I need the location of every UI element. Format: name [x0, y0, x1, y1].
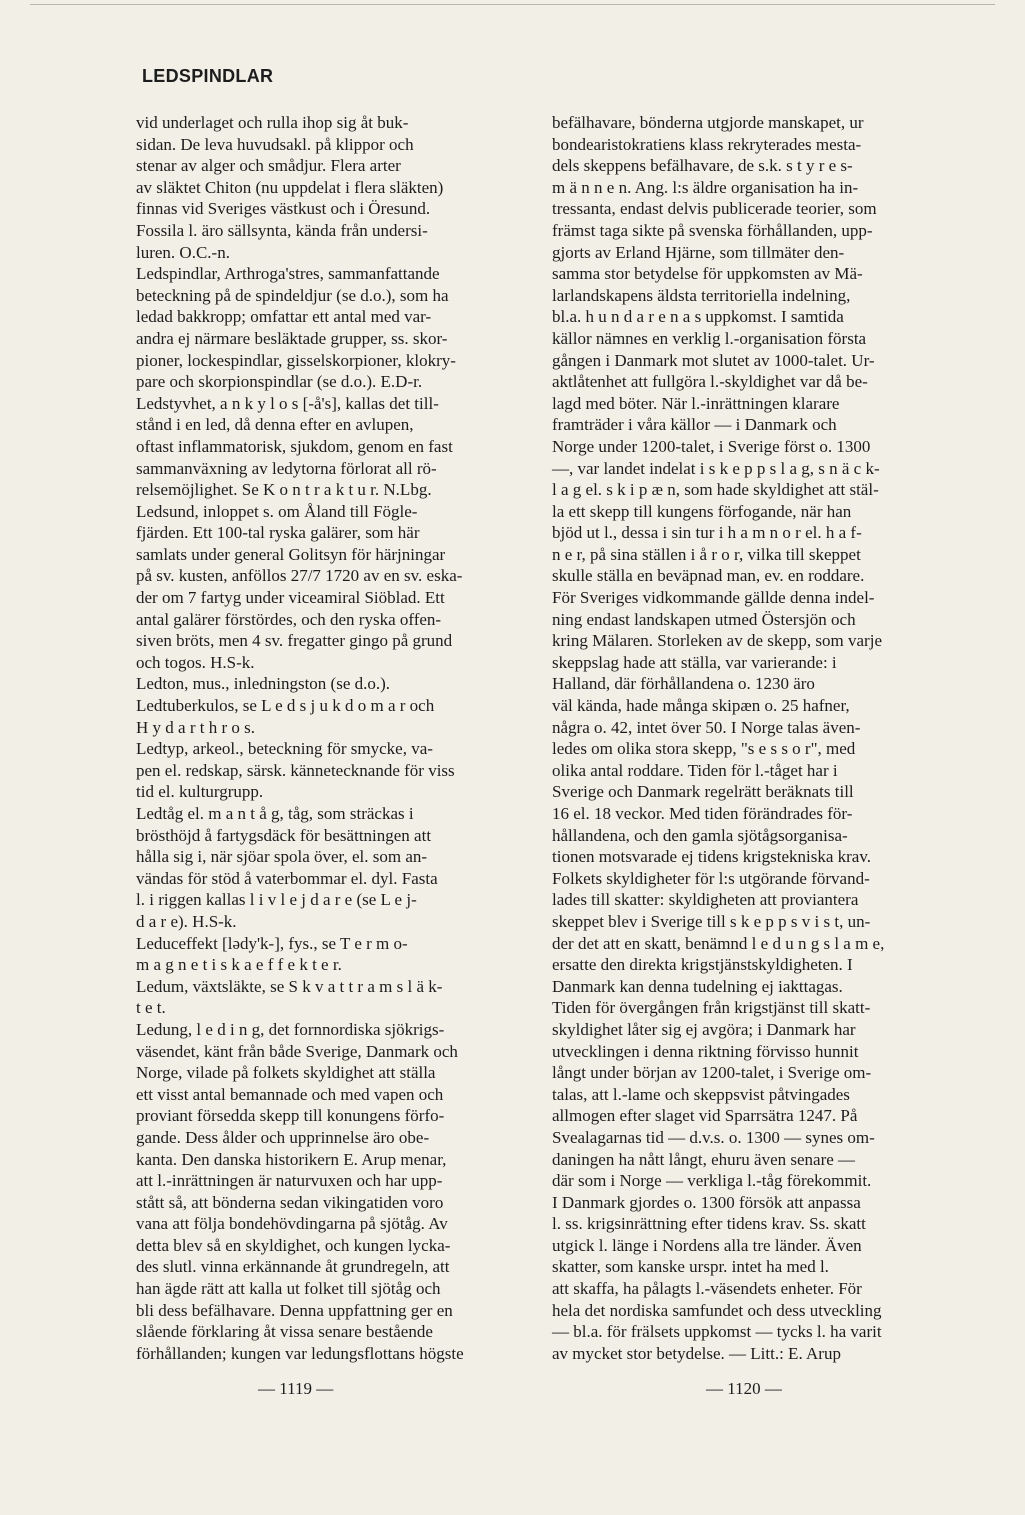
right-column-line: Folkets skyldigheter för l:s utgörande förvand-: [552, 868, 870, 888]
right-column-line: Danmark kan denna tudelning ej iakttagas.: [552, 976, 843, 996]
right-column-line: skatter, som kanske urspr. intet ha med l.: [552, 1257, 829, 1277]
page-number-right: — 1120 —: [706, 1379, 782, 1398]
left-column-line: pioner, lockespindlar, gisselskorpioner, klokry-: [136, 350, 456, 370]
right-column-line: la ett skepp till kungens förfogande, när han: [552, 501, 852, 521]
left-column-line: oftast inflammatorisk, sjukdom, genom en fast: [136, 436, 453, 456]
left-column-line: brösthöjd å fartygsdäck för besättningen att: [136, 825, 432, 845]
right-column-line: hela det nordiska samfundet och dess utveckling: [552, 1300, 882, 1320]
left-column-line: Ledstyvhet, a n k y l o s [-å's], kallas det till-: [136, 393, 439, 413]
top-rule: [30, 4, 995, 5]
left-column-line: ledad bakkropp; omfattar ett antal med var-: [136, 307, 432, 327]
left-column-line: siven bröts, men 4 sv. fregatter gingo på grund: [136, 631, 453, 651]
right-column-line: att skaffa, ha pålagts l.-väsendets enheter. För: [552, 1279, 862, 1299]
right-column-line: 16 el. 18 veckor. Med tiden förändrades för-: [552, 804, 853, 823]
right-column-line: daningen ha nått långt, ehuru även senare —: [552, 1149, 856, 1169]
right-column-line: För Sveriges vidkommande gällde denna indel-: [552, 588, 875, 608]
right-column-line: bl.a. h u n d a r e n a s uppkomst. I samtida: [552, 307, 844, 327]
right-column-line: n e r, på sina ställen i å r o r, vilka till skeppet: [552, 544, 861, 564]
left-column-line: Fossila l. äro sällsynta, kända från undersi-: [136, 220, 428, 240]
left-column-line: antal galärer förstördes, och den ryska offen-: [136, 609, 442, 629]
right-column-line: lagd med böter. När l.-inrättningen klarare: [552, 393, 840, 413]
left-column-line: hålla sig i, när sjöar spola över, el. som an-: [136, 847, 428, 867]
left-column-line: Ledung, l e d i n g, det fornnordiska sjökrigs-: [136, 1019, 445, 1039]
right-column-line: gången i Danmark mot slutet av 1000-talet. Ur-: [552, 350, 875, 370]
left-column-line: Leduceffekt [lədy'k-], fys., se T e r m o-: [136, 933, 408, 953]
right-column-line: ledes om olika stora skepp, "s e s s o r", med: [552, 739, 856, 759]
left-column-line: gande. Dess ålder och upprinnelse äro obe-: [136, 1127, 430, 1147]
left-column-line: H y d a r t h r o s.: [136, 717, 255, 737]
left-column-line: luren. O.C.-n.: [136, 242, 230, 262]
left-column-line: vid underlaget och rulla ihop sig åt buk-: [136, 113, 409, 132]
right-column-line: hållandena, och den gamla sjötågsorganisa-: [552, 825, 848, 845]
right-column-line: l a g el. s k i p æ n, som hade skyldighet att stäl-: [552, 480, 879, 500]
left-column-line: d a r e). H.S-k.: [136, 911, 237, 931]
right-column-line: där som i Norge — verkliga l.-tåg förekommit.: [552, 1171, 872, 1191]
page-number-left: — 1119 —: [258, 1379, 334, 1398]
left-column-line: väsendet, känt från både Sverige, Danmark och: [136, 1041, 458, 1061]
right-column-line: gjorts av Erland Hjärne, som tillmäter den-: [552, 242, 845, 262]
left-column-line: av släktet Chiton (nu uppdelat i flera släkten): [136, 177, 444, 197]
right-column-line: talas, att l.-lame och skeppsvist påtvingades: [552, 1084, 850, 1104]
left-column-line: beteckning på de spindeldjur (se d.o.), som ha: [136, 285, 449, 305]
left-column-line: och togos. H.S-k.: [136, 652, 255, 672]
left-column-line: Ledtyp, arkeol., beteckning för smycke, va-: [136, 739, 433, 759]
right-column-line: långt under början av 1200-talet, i Sverige om-: [552, 1063, 872, 1083]
right-column-line: der det att en skatt, benämnd l e d u n g s l a m e,: [552, 933, 885, 953]
left-column: [136, 112, 526, 1364]
left-column-line: stenar av alger och smådjur. Flera arter: [136, 156, 401, 176]
right-column-line: några o. 42, intet över 50. I Norge talas även-: [552, 717, 861, 737]
right-column-line: Norge under 1200-talet, i Sverige först o. 1300: [552, 436, 871, 456]
right-column-line: skyldighet låter sig ej avgöra; i Danmark har: [552, 1019, 856, 1039]
left-column-line: der om 7 fartyg under viceamiral Siöblad. Ett: [136, 588, 445, 608]
right-column-line: Svealagarnas tid — d.v.s. o. 1300 — synes om-: [552, 1127, 875, 1147]
right-column-line: m ä n n e n. Ang. l:s äldre organisation ha in-: [552, 177, 859, 197]
running-head: LEDSPINDLAR: [142, 66, 274, 86]
left-column-line: samlats under general Golitsyn för härjningar: [136, 544, 446, 564]
right-column-line: skeppet blev i Sverige till s k e p p s v i s t, un-: [552, 911, 871, 931]
right-column-line: tressanta, endast delvis publicerade teorier, som: [552, 199, 877, 219]
right-column-line: Tiden för övergången från krigstjänst till skatt-: [552, 998, 871, 1018]
left-column-line: han ägde rätt att kalla ut folket till sjötåg och: [136, 1279, 441, 1299]
right-column-line: främst taga sikte på svenska förhållanden, upp-: [552, 220, 873, 240]
left-column-line: andra ej närmare besläktade grupper, ss. skor-: [136, 328, 448, 348]
right-column-line: befälhavare, bönderna utgjorde manskapet, ur: [552, 113, 864, 132]
right-column-line: skeppslag hade att ställa, var varierande: i: [552, 652, 837, 672]
left-column-line: vändas för stöd å vaterbommar el. dyl. Fasta: [136, 868, 438, 888]
left-column-line: på sv. kusten, anföllos 27/7 1720 av en sv. eska-: [136, 566, 463, 586]
right-column-line: källor nämnes en verklig l.-organisation första: [552, 328, 867, 348]
left-column-line: vana att följa bondehövdingarna på sjötåg. Av: [136, 1214, 448, 1234]
left-column-line: m a g n e t i s k a e f f e k t e r.: [136, 955, 342, 975]
left-column-line: pare och skorpionspindlar (se d.o.). E.D-r.: [136, 372, 423, 392]
right-column-line: Sverige och Danmark regelrätt beräknats till: [552, 782, 854, 802]
left-column-line: t e t.: [136, 998, 166, 1018]
right-column-line: skulle ställa en beväpnad man, ev. en roddare.: [552, 566, 865, 586]
right-column-line: framträder i våra källor — i Danmark och: [552, 415, 837, 435]
left-column-line: sidan. De leva huvudsakl. på klippor och: [136, 134, 414, 154]
right-column-line: utgick l. länge i Nordens alla tre länder. Även: [552, 1235, 862, 1255]
left-column-line: bli dess befälhavare. Denna uppfattning ger en: [136, 1300, 453, 1320]
left-column-line: proviant försedda skepp till konungens förfo-: [136, 1106, 445, 1126]
right-column-line: kring Mälaren. Storleken av de skepp, som varje: [552, 631, 882, 651]
right-column: [552, 112, 964, 1364]
left-column-line: tid el. kulturgrupp.: [136, 782, 264, 802]
right-column-line: tionen motsvarade ej tidens krigstekniska krav.: [552, 847, 871, 867]
left-column-line: Ledum, växtsläkte, se S k v a t t r a m s l ä k-: [136, 976, 443, 996]
left-column-line: relsemöjlighet. Se K o n t r a k t u r. N.Lbg.: [136, 480, 432, 500]
left-column-line: att l.-inrättningen är naturvuxen och har upp-: [136, 1171, 443, 1191]
left-column-line: ett visst antal bemannade och med vapen och: [136, 1084, 444, 1104]
right-column-line: I Danmark gjordes o. 1300 försök att anpassa: [552, 1192, 861, 1212]
right-column-line: lades till skatter: skyldigheten att proviantera: [552, 890, 859, 910]
right-column-line: bjöd ut l., dessa i sin tur i h a m n o r el. h a f-: [552, 523, 862, 543]
right-column-line: allmogen efter slaget vid Sparrsätra 1247. På: [552, 1106, 858, 1126]
left-column-line: des slutl. vinna erkännande åt grundregeln, att: [136, 1257, 450, 1277]
right-column-line: aktlåtenhet att fullgöra l.-skyldighet var då be-: [552, 372, 868, 392]
left-column-line: Ledtåg el. m a n t å g, tåg, som sträckas i: [136, 804, 414, 823]
left-column-line: Ledsund, inloppet s. om Åland till Fögle-: [136, 501, 418, 521]
left-column-line: fjärden. Ett 100-tal ryska galärer, som här: [136, 523, 420, 543]
right-column-line: dels skeppens befälhavare, de s.k. s t y r e s-: [552, 156, 853, 176]
left-column-line: slående förklaring åt vissa senare bestående: [136, 1322, 433, 1342]
right-column-line: larlandskapens äldsta territoriella indelning,: [552, 285, 851, 305]
right-column-line: —, var landet indelat i s k e p p s l a g, s n ä c k-: [552, 458, 880, 478]
left-column-line: pen el. redskap, särsk. kännetecknande för viss: [136, 760, 455, 780]
left-column-line: förhållanden; kungen var ledungsflottans högste: [136, 1343, 464, 1363]
left-column-line: stånd i en led, då denna efter en avlupen,: [136, 415, 414, 435]
right-column-line: av mycket stor betydelse. — Litt.: E. Arup: [552, 1343, 841, 1363]
left-column-line: finnas vid Sveriges västkust och i Öresund.: [136, 199, 431, 219]
left-column-line: detta blev så en skyldighet, och kungen lycka-: [136, 1235, 451, 1255]
left-column-line: sammanväxning av ledytorna förlorat all rö-: [136, 458, 437, 478]
left-column-line: kanta. Den danska historikern E. Arup menar,: [136, 1149, 447, 1169]
left-column-line: Norge, vilade på folkets skyldighet att ställa: [136, 1063, 436, 1083]
right-column-line: — bl.a. för frälsets uppkomst — tycks l. ha varit: [552, 1322, 882, 1342]
left-column-line: Ledtuberkulos, se L e d s j u k d o m a r och: [136, 696, 435, 716]
right-column-line: l. ss. krigsinrättning efter tidens krav. Ss. skatt: [552, 1214, 866, 1234]
left-column-line: Ledspindlar, Arthroga'stres, sammanfattande: [136, 264, 440, 284]
right-column-line: Halland, där förhållandena o. 1230 äro: [552, 674, 815, 694]
right-column-line: utvecklingen i denna riktning förvisso hunnit: [552, 1041, 859, 1061]
right-column-line: olika antal roddare. Tiden för l.-tåget har i: [552, 760, 838, 780]
left-column-line: stått så, att bönderna sedan vikingatiden voro: [136, 1192, 444, 1212]
left-column-line: Ledton, mus., inledningston (se d.o.).: [136, 674, 391, 694]
right-column-line: bondearistokratiens klass rekryterades mesta-: [552, 134, 862, 154]
right-column-line: väl kända, hade många skipæn o. 25 hafner,: [552, 696, 850, 716]
right-column-line: ersatte den direkta krigstjänstskyldigheten. I: [552, 955, 853, 975]
left-column-line: l. i riggen kallas l i v l e j d a r e (se L e j-: [136, 890, 417, 910]
right-column-line: samma stor betydelse för uppkomsten av Mä-: [552, 264, 863, 284]
right-column-line: ning endast landskapen utmed Östersjön och: [552, 609, 856, 629]
